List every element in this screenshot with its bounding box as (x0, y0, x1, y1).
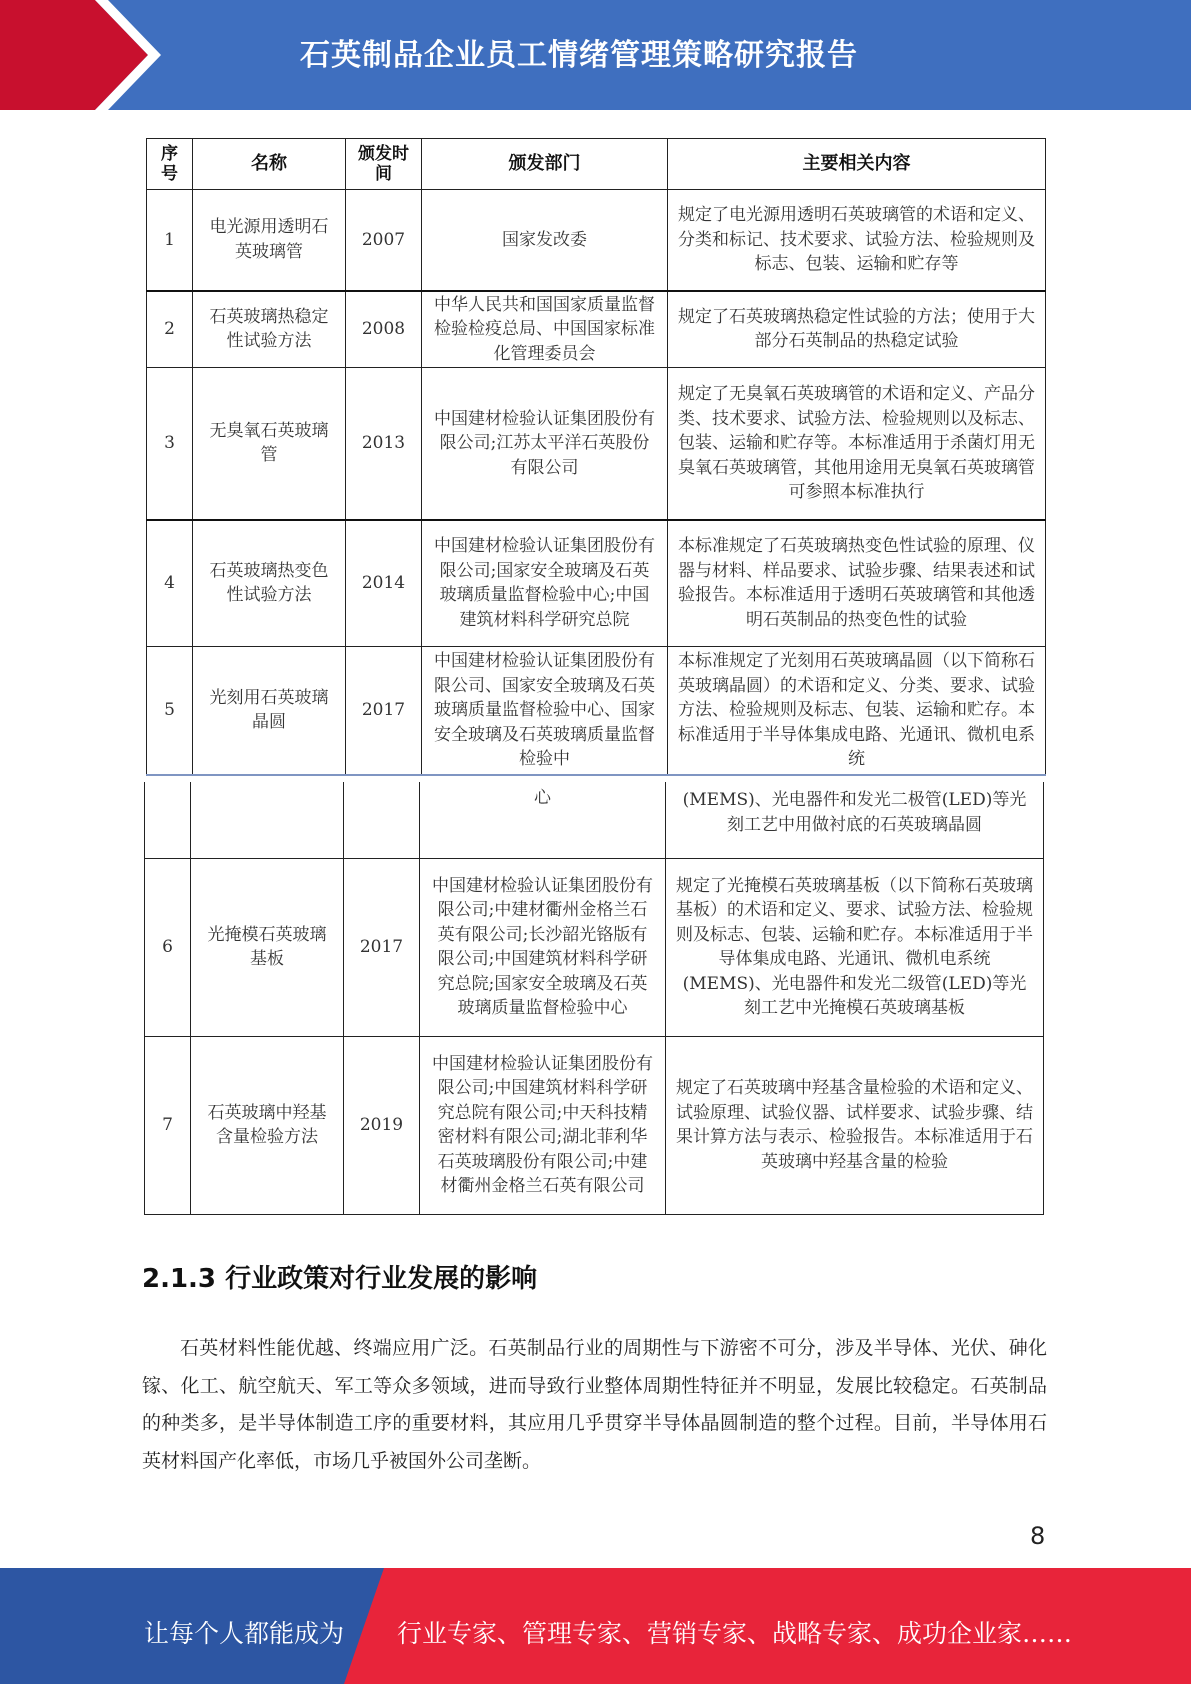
row-content: 规定了石英玻璃中羟基含量检验的术语和定义、试验原理、试验仪器、试样要求、试验步骤、结果计算方法与表示、检验报告。本标准适用于石英玻璃中羟基含量的检验 (666, 1036, 1044, 1214)
row-content: (MEMS)、光电器件和发光二极管(LED)等光刻工艺中用做衬底的石英玻璃晶圆 (666, 782, 1044, 858)
row-year: 2007 (346, 190, 422, 291)
table-row (147, 291, 1046, 368)
row-content: 规定了石英玻璃热稳定性试验的方法；使用于大部分石英制品的热稳定试验 (668, 291, 1046, 368)
row-dept: 中华人民共和国国家质量监督检验检疫总局、中国国家标准化管理委员会 (422, 291, 668, 368)
row-name: 石英玻璃中羟基含量检验方法 (191, 1036, 344, 1214)
row-content: 规定了电光源用透明石英玻璃管的术语和定义、分类和标记、技术要求、试验方法、检验规则及标志、包装、运输和贮存等 (668, 190, 1046, 291)
row-year: 2017 (344, 858, 420, 1036)
row-name (191, 782, 344, 858)
page-number: 8 (1030, 1522, 1046, 1550)
header-content: 主要相关内容 (668, 139, 1046, 190)
row-no: 5 (147, 647, 193, 775)
header-no: 序号 (147, 139, 193, 190)
table-row (145, 1036, 1044, 1214)
row-no: 1 (147, 190, 193, 291)
header-name: 名称 (193, 139, 346, 190)
row-year (344, 782, 420, 858)
row-dept: 中国建材检验认证集团股份有限公司、国家安全玻璃及石英玻璃质量监督检验中心、国家安全玻璃及石英玻璃质量监督检验中 (422, 647, 668, 775)
row-dept: 中国建材检验认证集团股份有限公司;中建材衢州金格兰石英有限公司;长沙韶光铬版有限公司;中国建筑材料科学研究总院;国家安全玻璃及石英玻璃质量监督检验中心 (420, 858, 666, 1036)
row-year: 2013 (346, 368, 422, 520)
header-title: 石英制品企业员工情绪管理策略研究报告 (300, 38, 858, 73)
table-row (147, 368, 1046, 520)
row-no (145, 782, 191, 858)
row-no: 6 (145, 858, 191, 1036)
table-row (147, 190, 1046, 291)
row-year: 2019 (344, 1036, 420, 1214)
row-name: 无臭氧石英玻璃管 (193, 368, 346, 520)
row-name: 电光源用透明石英玻璃管 (193, 190, 346, 291)
row-name: 光刻用石英玻璃晶圆 (193, 647, 346, 775)
row-dept: 中国建材检验认证集团股份有限公司;中国建筑材料科学研究总院有限公司;中天科技精密材料有限公司;湖北菲利华石英玻璃股份有限公司;中建材衢州金格兰石英有限公司 (420, 1036, 666, 1214)
row-name: 光掩模石英玻璃基板 (191, 858, 344, 1036)
row-content: 本标准规定了光刻用石英玻璃晶圆（以下简称石英玻璃晶圆）的术语和定义、分类、要求、试验方法、检验规则及标志、包装、运输和贮存。本标准适用于半导体集成电路、光通讯、微机电系统 (668, 647, 1046, 775)
table-row (147, 520, 1046, 647)
row-content: 本标准规定了石英玻璃热变色性试验的原理、仪器与材料、样品要求、试验步骤、结果表述和试验报告。本标准适用于透明石英玻璃管和其他透明石英制品的热变色性的试验 (668, 520, 1046, 647)
row-year: 2008 (346, 291, 422, 368)
table-row (147, 647, 1046, 775)
page-header (0, 0, 1191, 110)
row-name: 石英玻璃热稳定性试验方法 (193, 291, 346, 368)
standards-table (146, 138, 1046, 776)
row-dept: 中国建材检验认证集团股份有限公司;国家安全玻璃及石英玻璃质量监督检验中心;中国建筑材料科学研究总院 (422, 520, 668, 647)
row-year: 2014 (346, 520, 422, 647)
footer-slogan-right: 行业专家、管理专家、营销专家、战略专家、成功企业家…… (397, 1619, 1073, 1648)
footer-slogan-left: 让每个人都能成为 (144, 1619, 345, 1648)
row-dept: 心 (420, 782, 666, 858)
row-no: 7 (145, 1036, 191, 1214)
body-paragraph: 石英材料性能优越、终端应用广泛。石英制品行业的周期性与下游密不可分，涉及半导体、光伏、砷化镓、化工、航空航天、军工等众多领域，进而导致行业整体周期性特征并不明显，发展比较稳定。石英制品的种类多，是半导体制造工序的重要材料，其应用几乎贯穿半导体晶圆制造的整个过程。目前，半导体用石英材料国产化率低，市场几乎被国外公司垄断。 (142, 1337, 1047, 1472)
page-footer (0, 1568, 1191, 1684)
table-header-row (147, 139, 1046, 190)
row-name: 石英玻璃热变色性试验方法 (193, 520, 346, 647)
row-content: 规定了光掩模石英玻璃基板（以下简称石英玻璃基板）的术语和定义、要求、试验方法、检验规则及标志、包装、运输和贮存。本标准适用于半导体集成电路、光通讯、微机电系统(MEMS)、光电器件和发光二级管(LED)等光刻工艺中光掩模石英玻璃基板 (666, 858, 1044, 1036)
table-row (145, 858, 1044, 1036)
row-no: 3 (147, 368, 193, 520)
row-content: 规定了无臭氧石英玻璃管的术语和定义、产品分类、技术要求、试验方法、检验规则以及标志、包装、运输和贮存等。本标准适用于杀菌灯用无臭氧石英玻璃管，其他用途用无臭氧石英玻璃管可参照本标准执行 (668, 368, 1046, 520)
row-no: 4 (147, 520, 193, 647)
header-year: 颁发时间 (346, 139, 422, 190)
table-row-continuation (145, 782, 1044, 858)
row-dept: 国家发改委 (422, 190, 668, 291)
row-no: 2 (147, 291, 193, 368)
standards-table-continued (144, 782, 1044, 1215)
row-year: 2017 (346, 647, 422, 775)
row-dept: 中国建材检验认证集团股份有限公司;江苏太平洋石英股份有限公司 (422, 368, 668, 520)
header-dept: 颁发部门 (422, 139, 668, 190)
section-heading: 2.1.3 行业政策对行业发展的影响 (142, 1264, 538, 1294)
